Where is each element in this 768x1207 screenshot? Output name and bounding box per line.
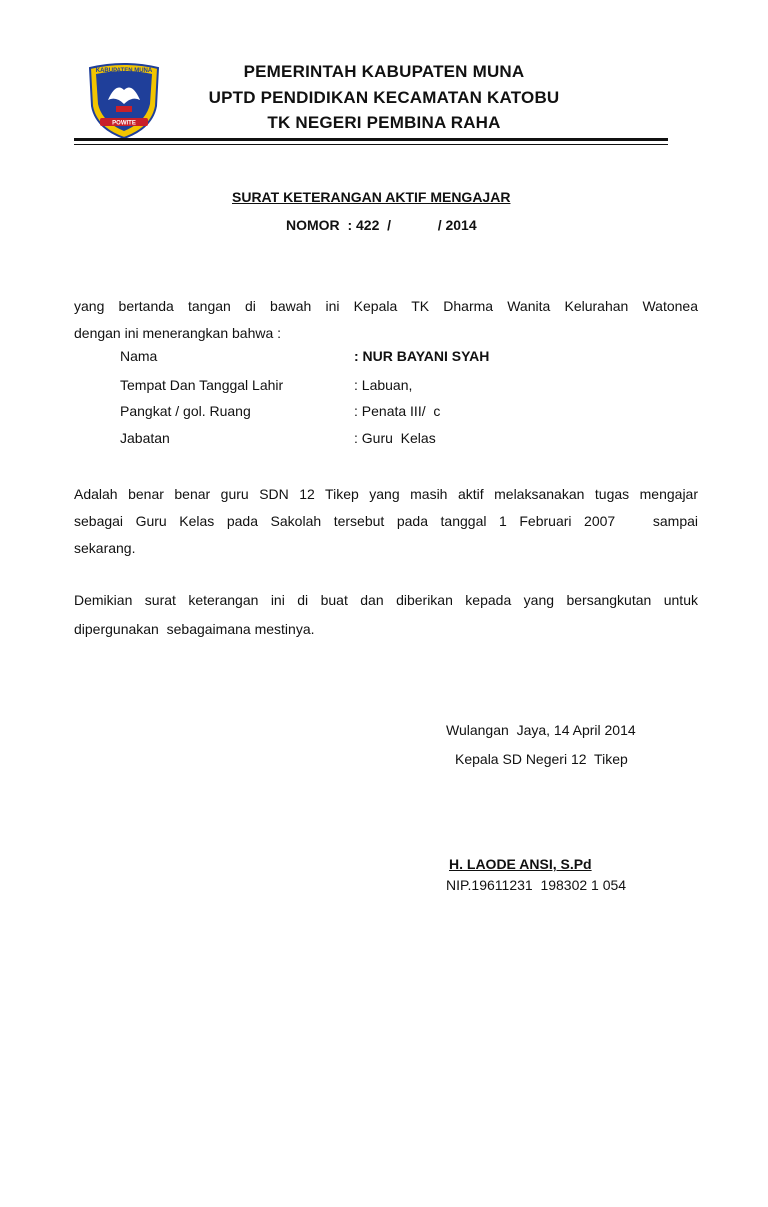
letterhead-line-1: PEMERINTAH KABUPATEN MUNA <box>243 62 525 81</box>
emblem-motto: POWITE <box>112 120 136 127</box>
closing-line-1: Demikian surat keterangan ini di buat dan diberikan kepada yang bersangkutan untuk <box>74 592 698 608</box>
letterhead-divider-thin <box>74 144 668 145</box>
field-label-birth: Tempat Dan Tanggal Lahir <box>120 377 284 393</box>
field-value-rank: : Penata III/ c <box>354 403 441 419</box>
letterhead-line-2: UPTD PENDIDIKAN KECAMATAN KATOBU <box>208 88 560 107</box>
letterhead-line-3: TK NEGERI PEMBINA RAHA <box>267 113 501 132</box>
field-label-name: Nama <box>120 348 158 364</box>
letterhead-divider-thick <box>74 138 668 141</box>
body-line-1: Adalah benar benar guru SDN 12 Tikep yang masih aktif melaksanakan tugas mengajar <box>74 486 698 502</box>
letter-title: SURAT KETERANGAN AKTIF MENGAJAR <box>232 189 511 205</box>
field-value-name: : NUR BAYANI SYAH <box>354 348 490 364</box>
signature-nip: NIP.19611231 198302 1 054 <box>446 877 627 893</box>
emblem-title: KABUPATEN MUNA <box>95 68 153 74</box>
closing-line-2: dipergunakan sebagaimana mestinya. <box>74 621 315 637</box>
field-value-position: : Guru Kelas <box>354 430 436 446</box>
field-label-position: Jabatan <box>120 430 170 446</box>
signature-place-date: Wulangan Jaya, 14 April 2014 <box>446 722 636 738</box>
body-line-2: sebagai Guru Kelas pada Sakolah tersebut pada tanggal 1 Februari 2007 sampai <box>74 513 698 529</box>
field-value-birth: : Labuan, <box>354 377 413 393</box>
signature-position: Kepala SD Negeri 12 Tikep <box>455 751 628 767</box>
signature-name: H. LAODE ANSI, S.Pd <box>449 856 592 872</box>
intro-line-1: yang bertanda tangan di bawah ini Kepala TK Dharma Wanita Kelurahan Watonea <box>74 298 698 314</box>
field-label-rank: Pangkat / gol. Ruang <box>120 403 251 419</box>
body-line-3: sekarang. <box>74 540 136 556</box>
intro-line-2: dengan ini menerangkan bahwa : <box>74 325 282 341</box>
letter-number: NOMOR : 422 / / 2014 <box>286 217 477 233</box>
